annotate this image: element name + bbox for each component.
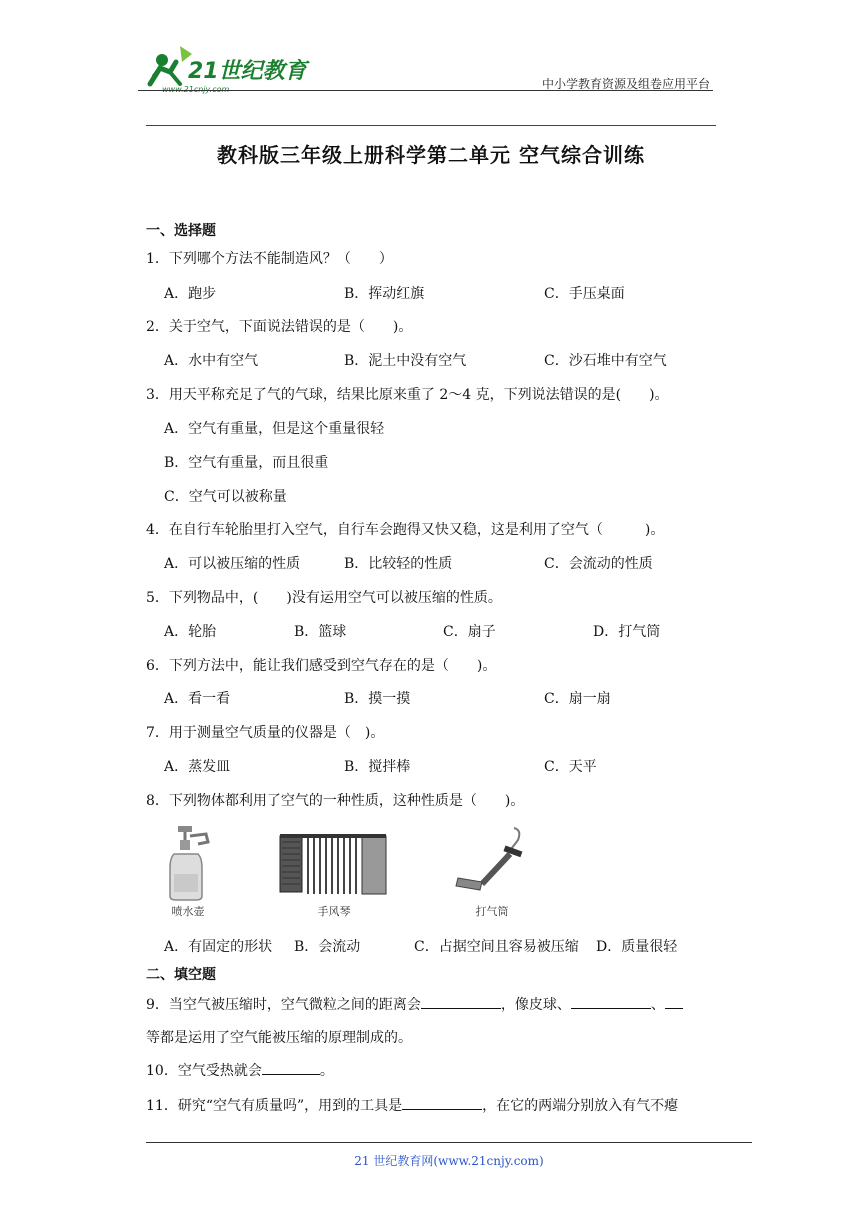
q1-option-c: C．手压桌面 <box>544 286 625 302</box>
q8-option-b: B．会流动 <box>294 939 361 955</box>
header-divider <box>138 90 713 91</box>
q5-option-d: D．打气筒 <box>593 624 661 640</box>
q8-option-d: D．质量很轻 <box>596 939 678 955</box>
q9-text-b: ，像皮球、 <box>500 997 571 1013</box>
question-6: 6．下列方法中，能让我们感受到空气存在的是（ )。 <box>146 658 497 674</box>
question-7: 7．用于测量空气质量的仪器是（ )。 <box>146 725 385 741</box>
q3-option-b: B．空气有重量，而且很重 <box>164 455 329 471</box>
question-2: 2．关于空气，下面说法错误的是（ )。 <box>146 319 413 335</box>
caption-spray-bottle: 喷水壶 <box>171 905 205 918</box>
caption-accordion: 手风琴 <box>317 905 351 918</box>
q9-blank-3[interactable] <box>665 994 683 1009</box>
logo-text: 21世纪教育 <box>188 59 307 84</box>
logo-url: www.21cnjy.com <box>162 85 230 94</box>
question-5: 5．下列物品中，( )没有运用空气可以被压缩的性质。 <box>146 590 502 606</box>
q6-option-b: B．摸一摸 <box>344 691 411 707</box>
q4-option-c: C．会流动的性质 <box>544 556 653 572</box>
section-fill-heading: 二、填空题 <box>146 967 216 983</box>
question-9 <box>146 994 683 1014</box>
footer-divider <box>146 1142 752 1143</box>
q11-blank[interactable] <box>402 1095 482 1110</box>
q9-blank-2[interactable] <box>571 994 651 1009</box>
title-divider <box>146 125 716 126</box>
q2-option-b: B．泥土中没有空气 <box>344 353 467 369</box>
q3-option-a: A．空气有重量，但是这个重量很轻 <box>164 421 385 437</box>
accordion-image <box>278 832 390 898</box>
q5-option-b: B．篮球 <box>294 624 347 640</box>
q10-text-b: 。 <box>319 1063 334 1079</box>
q11-text-a: 11．研究“空气有质量吗”，用到的工具是 <box>146 1098 403 1114</box>
q10-text-a: 10．空气受热就会 <box>146 1063 262 1079</box>
q7-option-a: A．蒸发皿 <box>164 759 231 775</box>
q9-text-c: 、 <box>650 997 665 1013</box>
question-3: 3．用天平称充足了气的气球，结果比原来重了 2～4 克，下列说法错误的是( )。 <box>146 387 669 403</box>
footer-link[interactable]: 21 世纪教育网(www.21cnjy.com) <box>354 1154 544 1168</box>
q8-option-c: C．占据空间且容易被压缩 <box>414 939 579 955</box>
q7-option-b: B．搅拌棒 <box>344 759 411 775</box>
section-choice-heading: 一、选择题 <box>146 223 216 239</box>
question-4: 4．在自行车轮胎里打入空气，自行车会跑得又快又稳，这是利用了空气（ )。 <box>146 522 665 538</box>
caption-air-pump: 打气筒 <box>475 905 509 918</box>
question-1: 1．下列哪个方法不能制造风？（ ） <box>146 251 393 267</box>
air-pump-image <box>452 826 532 896</box>
q6-option-c: C．扇一扇 <box>544 691 611 707</box>
q9-blank-1[interactable] <box>421 994 501 1009</box>
logo <box>140 40 320 96</box>
question-10 <box>146 1060 334 1080</box>
question-11 <box>146 1095 678 1115</box>
q1-option-b: B．挥动红旗 <box>344 286 425 302</box>
q10-blank[interactable] <box>262 1060 320 1075</box>
spray-bottle-image <box>158 824 218 902</box>
q4-option-b: B．比较轻的性质 <box>344 556 453 572</box>
q2-option-a: A．水中有空气 <box>164 353 259 369</box>
q3-option-c: C．空气可以被称量 <box>164 489 287 505</box>
q1-option-a: A．跑步 <box>164 286 217 302</box>
page-title: 教科版三年级上册科学第二单元 空气综合训练 <box>217 143 645 167</box>
q4-option-a: A．可以被压缩的性质 <box>164 556 301 572</box>
q8-option-a: A．有固定的形状 <box>164 939 273 955</box>
platform-name: 中小学教育资源及组卷应用平台 <box>541 77 710 91</box>
q2-option-c: C．沙石堆中有空气 <box>544 353 667 369</box>
question-9-line2: 等都是运用了空气能被压缩的原理制成的。 <box>146 1030 412 1046</box>
question-8: 8．下列物体都利用了空气的一种性质，这种性质是（ )。 <box>146 793 525 809</box>
q9-text-a: 9．当空气被压缩时，空气微粒之间的距离会 <box>146 997 421 1013</box>
q5-option-a: A．轮胎 <box>164 624 217 640</box>
q5-option-c: C．扇子 <box>443 624 496 640</box>
q7-option-c: C．天平 <box>544 759 597 775</box>
q6-option-a: A．看一看 <box>164 691 231 707</box>
q11-text-b: ，在它的两端分别放入有气不瘪 <box>482 1098 679 1114</box>
